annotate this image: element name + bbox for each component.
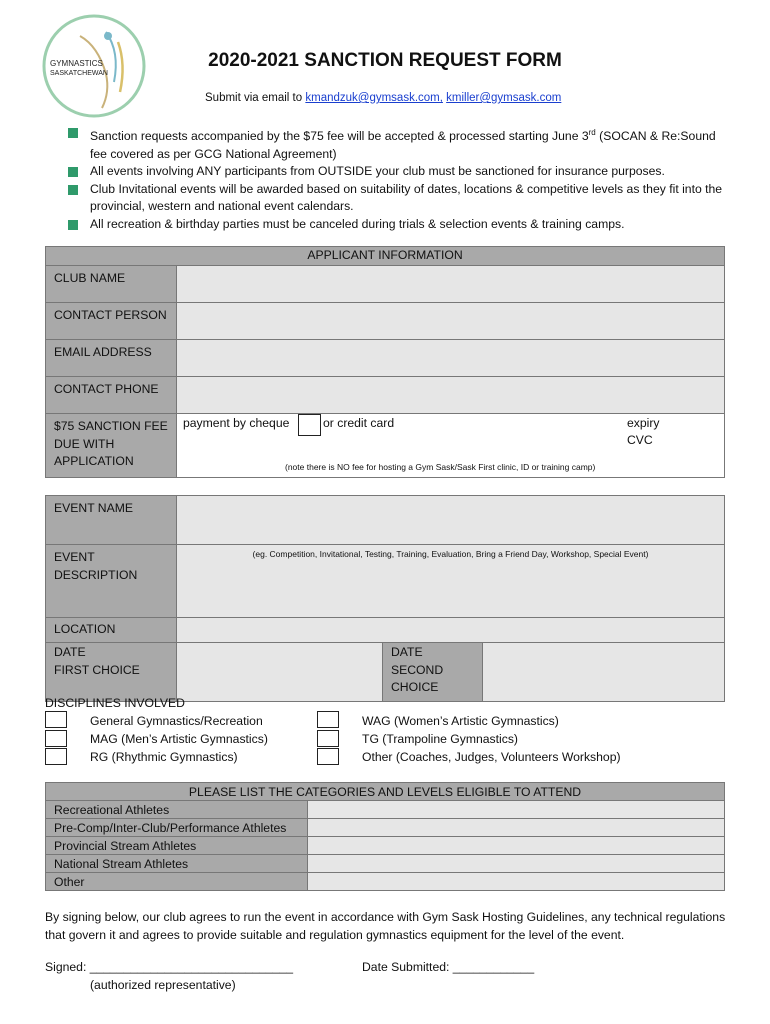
expiry-label: expiry <box>627 416 660 430</box>
level-field-recreational[interactable] <box>308 801 725 819</box>
date-first-choice-label: DATE FIRST CHOICE <box>46 643 177 702</box>
checkbox-mag[interactable] <box>45 730 67 747</box>
level-label-recreational: Recreational Athletes <box>46 801 308 819</box>
table-row <box>46 873 725 891</box>
bullet-square-icon <box>68 220 78 230</box>
event-dates-table <box>45 642 725 702</box>
checkbox-general-gymnastics[interactable] <box>45 711 67 728</box>
date-submitted-line[interactable]: Date Submitted: ____________ <box>362 960 535 974</box>
applicant-info-table <box>45 246 725 478</box>
event-description-label: EVENT DESCRIPTION <box>46 545 177 618</box>
event-name-field[interactable] <box>177 496 725 545</box>
disciplines-title: DISCIPLINES INVOLVED <box>45 696 185 710</box>
event-name-label: EVENT NAME <box>46 496 177 545</box>
email-link-kmandzuk[interactable]: kmandzuk@gymsask.com, <box>305 92 443 104</box>
contact-person-label: CONTACT PERSON <box>46 303 177 340</box>
level-label-other: Other <box>46 873 308 891</box>
table-row <box>46 801 725 819</box>
level-field-other[interactable] <box>308 873 725 891</box>
checkbox-wag[interactable] <box>317 711 339 728</box>
rule-item: Club Invitational events will be awarded based on suitability of dates, locations & competitive levels as they fit into the provincial, western and national event calendars. <box>68 181 728 216</box>
payment-checkbox[interactable] <box>298 414 321 436</box>
table-row <box>46 855 725 873</box>
levels-header: PLEASE LIST THE CATEGORIES AND LEVELS ELIGIBLE TO ATTEND <box>46 783 725 801</box>
club-name-label: CLUB NAME <box>46 266 177 303</box>
payment-cheque-label: payment by cheque <box>183 416 290 430</box>
sanction-fee-label: $75 SANCTION FEE DUE WITH APPLICATION <box>46 414 177 478</box>
bullet-square-icon <box>68 185 78 195</box>
authorized-representative-label: (authorized representative) <box>90 978 236 992</box>
bullet-square-icon <box>68 128 78 138</box>
svg-text:SASKATCHEWAN: SASKATCHEWAN <box>50 70 108 77</box>
level-label-national: National Stream Athletes <box>46 855 308 873</box>
rule-item: All events involving ANY participants from OUTSIDE your club must be sanctioned for insurance purposes. <box>68 163 728 181</box>
table-row <box>46 819 725 837</box>
level-field-precomp[interactable] <box>308 819 725 837</box>
date-second-choice-field[interactable] <box>483 643 725 702</box>
applicant-info-header: APPLICANT INFORMATION <box>46 247 725 266</box>
rule-item: Sanction requests accompanied by the $75 fee will be accepted & processed starting June 3rd (SOCAN & Re:Sound fee covered as per GCG National Agreement) <box>68 124 728 163</box>
agreement-text: By signing below, our club agrees to run the event in accordance with Gym Sask Hosting Guidelines, any technical regulations that govern it and agrees to provide suitable and regulation gymnastics equipment for the level of the event. <box>45 910 726 942</box>
checkbox-tg[interactable] <box>317 730 339 747</box>
fee-note: (note there is NO fee for hosting a Gym Sask/Sask First clinic, ID or training camp) <box>285 462 596 472</box>
club-name-field[interactable] <box>177 266 725 303</box>
table-row <box>46 837 725 855</box>
level-field-provincial[interactable] <box>308 837 725 855</box>
discipline-general-label: General Gymnastics/Recreation <box>90 714 263 728</box>
credit-card-label: or credit card <box>323 416 395 430</box>
discipline-tg-label: TG (Trampoline Gymnastics) <box>362 732 518 746</box>
rules-list <box>68 124 728 233</box>
location-field[interactable] <box>177 618 725 644</box>
level-label-provincial: Provincial Stream Athletes <box>46 837 308 855</box>
date-first-choice-field[interactable] <box>177 643 383 702</box>
discipline-rg-label: RG (Rhythmic Gymnastics) <box>90 750 238 764</box>
event-info-table <box>45 495 725 644</box>
location-label: LOCATION <box>46 618 177 644</box>
checkbox-rg[interactable] <box>45 748 67 765</box>
bullet-square-icon <box>68 167 78 177</box>
contact-phone-label: CONTACT PHONE <box>46 377 177 414</box>
page-title: 2020-2021 SANCTION REQUEST FORM <box>208 50 562 71</box>
email-address-label: EMAIL ADDRESS <box>46 340 177 377</box>
email-link-kmiller[interactable]: kmiller@gymsask.com <box>446 92 562 104</box>
contact-phone-field[interactable] <box>177 377 725 414</box>
levels-table <box>45 782 725 891</box>
email-address-field[interactable] <box>177 340 725 377</box>
date-second-choice-label: DATE SECOND CHOICE <box>383 643 483 702</box>
level-label-precomp: Pre-Comp/Inter-Club/Performance Athletes <box>46 819 308 837</box>
cvc-label: CVC <box>627 433 653 447</box>
discipline-wag-label: WAG (Women’s Artistic Gymnastics) <box>362 714 559 728</box>
checkbox-other[interactable] <box>317 748 339 765</box>
signature-line[interactable]: Signed: ______________________________ <box>45 960 294 974</box>
discipline-other-label: Other (Coaches, Judges, Volunteers Workshop) <box>362 750 621 764</box>
submit-instructions: Submit via email to kmandzuk@gymsask.com, kmiller@gymsask.com <box>205 92 562 104</box>
payment-field <box>177 414 725 478</box>
discipline-mag-label: MAG (Men’s Artistic Gymnastics) <box>90 732 268 746</box>
event-description-field[interactable] <box>177 545 725 618</box>
level-field-national[interactable] <box>308 855 725 873</box>
rule-item: All recreation & birthday parties must be canceled during trials & selection events & training camps. <box>68 216 728 234</box>
event-description-hint: (eg. Competition, Invitational, Testing, Training, Evaluation, Bring a Friend Day, Workshop, Special Event) <box>252 549 649 559</box>
svg-text:GYMNASTICS: GYMNASTICS <box>50 59 103 68</box>
contact-person-field[interactable] <box>177 303 725 340</box>
